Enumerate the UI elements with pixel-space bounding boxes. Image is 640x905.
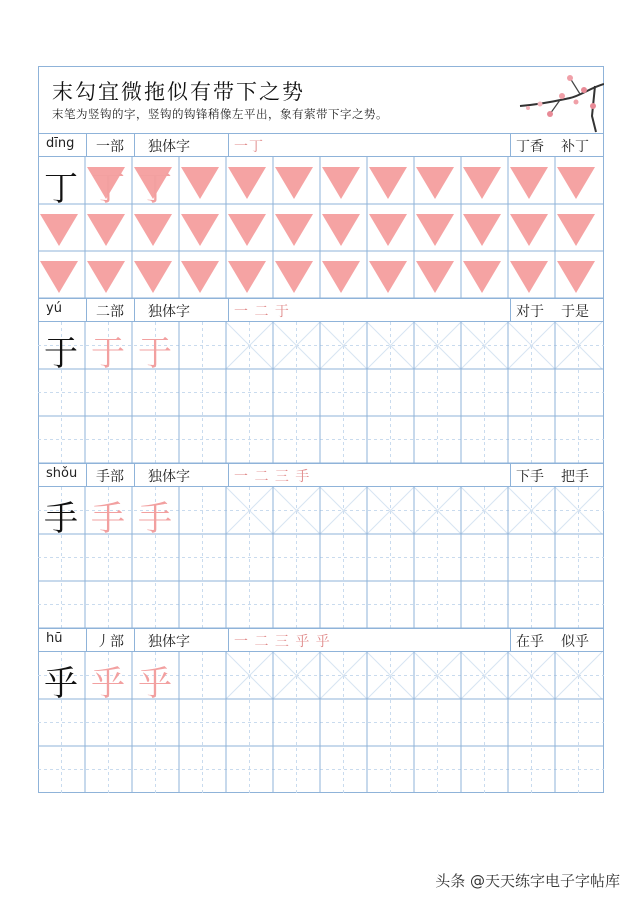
structure-label: 独体字 [148,469,190,485]
structure-label: 独体字 [148,304,190,320]
stroke-order: 一 二 于 [234,304,290,320]
stroke-order: 一 二 三 乎 乎 [234,634,331,650]
pinyin-label: dīng [46,136,75,151]
watermark-footer: 头条 @天天练字电子字帖库 [435,872,620,890]
example-word-1: 对于 [516,304,544,320]
trace-character: 手 [138,499,172,539]
radical-label: 一部 [96,139,124,155]
trace-character: 乎 [91,664,125,704]
example-word-1: 丁香 [516,139,544,155]
example-word-1: 下手 [516,469,544,485]
block-header [38,133,604,157]
stroke-order: 一丁 [234,139,264,155]
trace-character: 丁 [138,169,172,209]
structure-label: 独体字 [148,634,190,650]
model-character: 乎 [44,664,78,704]
block-header [38,463,604,487]
pinyin-label: yú [46,301,62,316]
stroke-order: 一 二 三 手 [234,469,311,485]
model-character: 手 [44,499,78,539]
page-subtitle: 末笔为竖钩的字，竖钩的钩锋稍像左平出，象有萦带下字之势。 [52,107,388,121]
radical-label: 二部 [96,304,124,320]
radical-label: 手部 [96,469,124,485]
trace-character: 丁 [91,169,125,209]
example-word-2: 于是 [561,304,589,320]
model-character: 丁 [44,169,78,209]
example-word-2: 补丁 [561,139,589,155]
model-character: 于 [44,334,78,374]
structure-label: 独体字 [148,139,190,155]
block-header [38,298,604,322]
page-title: 末勾宜微拖似有带下之势 [52,80,305,104]
trace-character: 于 [138,334,172,374]
example-word-2: 把手 [561,469,589,485]
trace-character: 于 [91,334,125,374]
character-block-1 [38,133,604,298]
example-word-2: 似乎 [561,634,589,650]
pinyin-label: shǒu [46,466,78,481]
pinyin-label: hū [46,631,63,646]
radical-label: 丿部 [96,634,124,650]
character-block-4 [38,628,604,793]
plum-blossom-decoration [500,66,604,136]
trace-character: 乎 [138,664,172,704]
example-word-1: 在乎 [516,634,544,650]
trace-character: 手 [91,499,125,539]
character-block-3 [38,463,604,628]
block-header [38,628,604,652]
character-block-2 [38,298,604,463]
